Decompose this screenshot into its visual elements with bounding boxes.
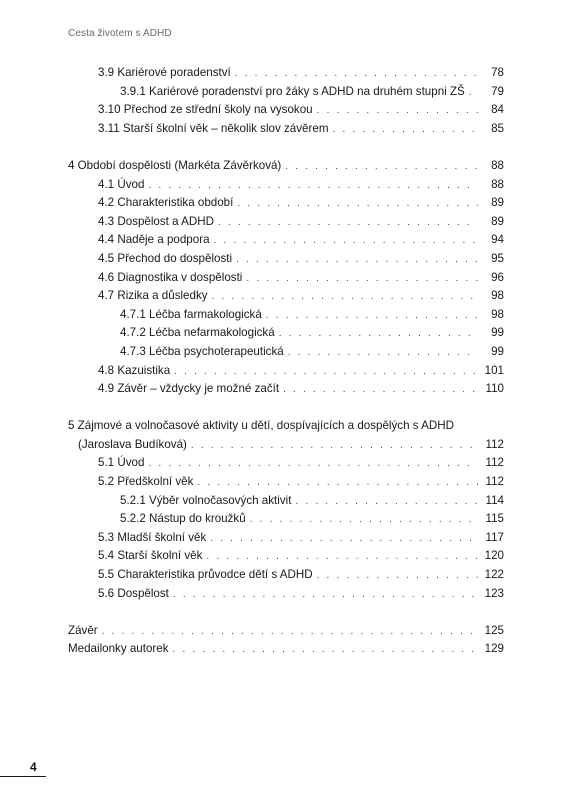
toc-leader-dots: [295, 493, 478, 512]
toc-entry-title: 5.4 Starší školní věk: [98, 549, 203, 563]
toc-entry-page: 129: [484, 642, 504, 656]
toc-entry-title: 3.9 Kariérové poradenství: [98, 66, 231, 79]
toc-leader-dots: [214, 232, 478, 251]
toc-leader-dots: [236, 251, 478, 270]
toc-entry[interactable]: [68, 64, 504, 83]
toc-leader-dots: [283, 381, 478, 400]
toc-group-4: [68, 622, 504, 659]
toc-entry-title: 4.8 Kazuistika: [98, 363, 171, 377]
toc-chapter-5: [68, 417, 504, 454]
toc-leader-dots: [191, 437, 478, 456]
toc-entry-page: 123: [484, 586, 504, 600]
toc-entry-title: Medailonky autorek: [68, 642, 169, 656]
toc-entry-title: 5.1 Úvod: [98, 456, 145, 470]
toc-entry-page: 78: [491, 66, 504, 79]
toc-leader-dots: [212, 288, 478, 307]
toc-entry-page: 79: [491, 84, 504, 98]
toc-entry-title: 5.2.1 Výběr volnočasových aktivit: [120, 493, 292, 507]
toc-entry-page: 99: [491, 326, 504, 340]
toc-entry[interactable]: [68, 306, 504, 325]
toc-entry[interactable]: [68, 510, 504, 529]
toc-entry-title: 5.3 Mladší školní věk: [98, 530, 207, 544]
toc-entry-title: 4 Období dospělosti (Markéta Závěrková): [68, 158, 282, 172]
toc-entry[interactable]: [68, 529, 504, 548]
toc-entry-page: 85: [491, 121, 504, 135]
toc-entry[interactable]: [68, 120, 504, 139]
toc-entry-page: 112: [485, 475, 504, 489]
toc-entry-page: 112: [485, 456, 504, 470]
toc-entry-page: 88: [491, 177, 504, 191]
toc-leader-dots: [317, 567, 478, 586]
toc-entry[interactable]: [68, 324, 504, 343]
toc-leader-dots: [148, 455, 478, 474]
toc-leader-dots: [174, 363, 478, 382]
toc-leader-dots: [173, 641, 478, 660]
toc-spacer: [68, 399, 504, 418]
toc-entry-title: 4.2 Charakteristika období: [98, 196, 234, 210]
toc-leader-dots: [197, 474, 478, 493]
toc-leader-dots: [285, 158, 478, 177]
toc-leader-dots: [218, 214, 478, 233]
toc-entry[interactable]: [68, 454, 504, 473]
toc-entry-page: 115: [485, 512, 504, 526]
toc-entry[interactable]: [68, 343, 504, 362]
toc-entry[interactable]: [68, 380, 504, 399]
toc-entry-title: 4.5 Přechod do dospělosti: [98, 251, 233, 265]
toc-entry[interactable]: [68, 176, 504, 195]
toc-group-2: [68, 157, 504, 399]
toc-entry-page: 89: [491, 196, 504, 210]
toc-entry[interactable]: [68, 640, 504, 659]
toc-entry[interactable]: [68, 287, 504, 306]
toc-leader-dots: [210, 530, 478, 549]
toc-entry-title: 4.7.3 Léčba psychoterapeutická: [120, 344, 284, 358]
toc-entry-page: 99: [491, 344, 504, 358]
toc-entry-page: 84: [491, 103, 504, 117]
toc-entry-page: 110: [485, 382, 504, 396]
toc-entry-title: 5 Zájmové a volnočasové aktivity u dětí, dospívajících a dospělých s ADHD: [68, 419, 455, 433]
toc-entry[interactable]: [68, 473, 504, 492]
toc-entry-title: 4.9 Závěr – vždycky je možné začít: [98, 382, 280, 396]
toc-entry-page: 95: [491, 251, 504, 265]
toc-entry[interactable]: [68, 101, 504, 120]
toc-leader-dots: [332, 121, 478, 140]
toc-leader-dots: [288, 344, 478, 363]
running-head: Cesta životem s ADHD: [68, 28, 172, 39]
toc-entry[interactable]: [68, 362, 504, 381]
toc-entry[interactable]: [68, 269, 504, 288]
toc-entry-page: 89: [491, 214, 504, 228]
toc-entry-title: 4.6 Diagnostika v dospělosti: [98, 270, 243, 284]
toc-entry-page: 112: [485, 437, 504, 451]
toc-leader-dots: [235, 65, 478, 84]
toc-leader-dots: [148, 177, 478, 196]
toc-entry-page: 94: [491, 233, 504, 247]
toc-entry-page: 98: [491, 307, 504, 321]
table-of-contents: [68, 64, 504, 659]
toc-entry-title: 3.9.1 Kariérové poradenství pro žáky s ADHD na druhém stupni ZŠ: [120, 84, 465, 98]
toc-leader-dots: [279, 325, 478, 344]
toc-leader-dots: [246, 270, 478, 289]
toc-entry-title: (Jaroslava Budíková): [78, 437, 187, 451]
toc-entry[interactable]: [68, 213, 504, 232]
toc-leader-dots: [237, 195, 478, 214]
toc-entry-heading[interactable]: [68, 417, 504, 436]
toc-entry-title: Závěr: [68, 623, 98, 637]
toc-entry[interactable]: [68, 250, 504, 269]
toc-entry[interactable]: [68, 622, 504, 641]
toc-entry-page: 101: [484, 363, 504, 377]
toc-entry-title: 3.10 Přechod ze střední školy na vysokou: [98, 103, 313, 117]
toc-entry-title: 5.2.2 Nástup do kroužků: [120, 512, 246, 526]
toc-entry[interactable]: [68, 194, 504, 213]
toc-entry-title: 5.6 Dospělost: [98, 586, 169, 600]
toc-entry-title: 5.2 Předškolní věk: [98, 475, 194, 489]
toc-entry-page: 120: [484, 549, 504, 563]
toc-entry-page: 117: [485, 530, 504, 544]
toc-entry-title: 4.7.2 Léčba nefarmakologická: [120, 326, 275, 340]
toc-entry-title: 3.11 Starší školní věk – několik slov závěrem: [98, 121, 329, 135]
toc-entry-title: 4.7 Rizika a důsledky: [98, 289, 208, 303]
page-number: 4: [30, 760, 37, 774]
toc-entry-page: 96: [491, 270, 504, 284]
toc-entry-page: 125: [484, 623, 504, 637]
toc-group-1: [68, 64, 504, 138]
toc-entry-title: 4.4 Naděje a podpora: [98, 233, 210, 247]
toc-leader-dots: [250, 511, 478, 530]
toc-entry-page: 98: [491, 289, 504, 303]
toc-leader-dots: [206, 548, 478, 567]
toc-entry[interactable]: [68, 157, 504, 176]
toc-entry[interactable]: [68, 231, 504, 250]
toc-leader-dots: [173, 586, 478, 605]
toc-spacer: [68, 138, 504, 157]
toc-entry[interactable]: [68, 547, 504, 566]
toc-entry[interactable]: [68, 83, 504, 102]
toc-group-3: [68, 454, 504, 603]
toc-entry-title: 4.3 Dospělost a ADHD: [98, 214, 214, 228]
toc-entry-title: 4.7.1 Léčba farmakologická: [120, 307, 262, 321]
toc-entry[interactable]: [68, 585, 504, 604]
toc-entry-page: 88: [491, 158, 504, 172]
toc-leader-dots: [266, 307, 478, 326]
toc-entry[interactable]: [68, 436, 504, 455]
toc-leader-dots: [317, 102, 478, 121]
toc-entry-title: 4.1 Úvod: [98, 177, 145, 191]
toc-leader-dots: [102, 623, 478, 642]
toc-entry[interactable]: [68, 566, 504, 585]
page-number-rule: [0, 776, 46, 777]
toc-entry-title: 5.5 Charakteristika průvodce dětí s ADHD: [98, 568, 313, 582]
toc-entry-page: 114: [485, 493, 504, 507]
toc-spacer: [68, 603, 504, 622]
toc-leader-dots: [469, 84, 478, 103]
toc-entry[interactable]: [68, 492, 504, 511]
toc-entry-page: 122: [484, 568, 504, 582]
